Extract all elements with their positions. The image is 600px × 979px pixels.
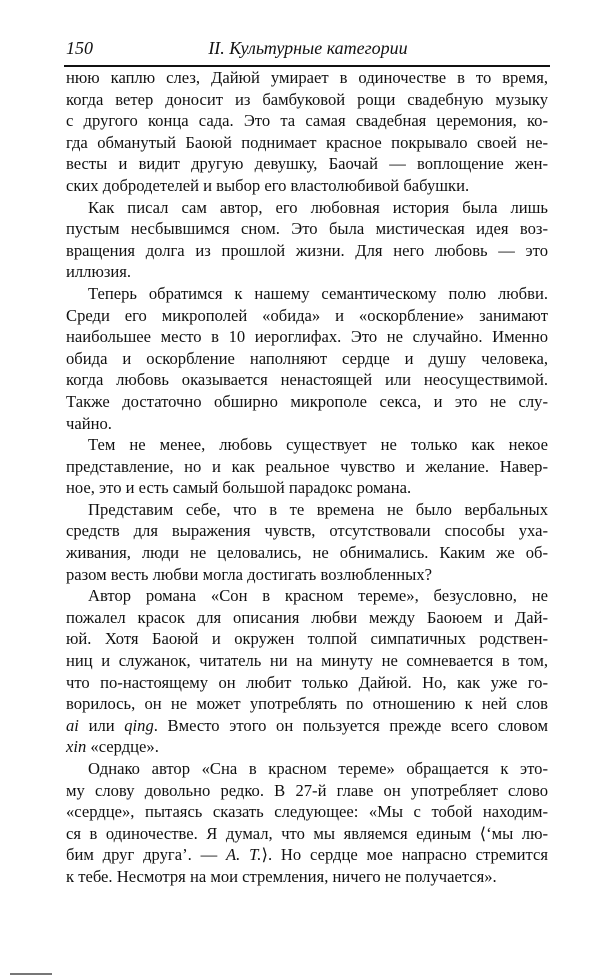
body-text xyxy=(66,67,548,888)
text-line: представление, но и как реальное чувство и желание. Навер- xyxy=(66,456,548,476)
scan-mark xyxy=(10,973,52,975)
italic-term: qing xyxy=(124,715,154,735)
text-line: му слову довольно редко. В 27-й главе он употребляет слово xyxy=(66,780,548,800)
text-line: обида и оскорбление наполняют сердце и душу человека, xyxy=(66,348,548,368)
text-line: ских добродетелей и выбор его властолюбивой бабушки. xyxy=(66,175,470,195)
text-line: живания, люди не целовались, не обнимались. Каким же об- xyxy=(66,543,548,563)
paragraph xyxy=(66,67,548,197)
text-segment: или xyxy=(78,715,125,735)
paragraph xyxy=(66,585,548,758)
text-line xyxy=(66,844,548,866)
text-line: разом весть любви могла достигать возлюбленных? xyxy=(66,564,432,584)
text-line: что по-настоящему он любит только Дайюй. Но, как уже го- xyxy=(66,672,548,692)
text-line: «сердце», пытаясь сказать следующее: «Мы с тобой находим- xyxy=(66,802,548,822)
text-segment: бим друг друга’. — xyxy=(66,845,227,865)
text-line: Тем не менее, любовь существует не только как некое xyxy=(88,435,548,455)
text-line: к тебе. Несмотря на мои стремления, ничего не получается». xyxy=(66,866,497,886)
italic-term: А. Т. xyxy=(226,845,262,865)
text-line: вращения долга из прошлой жизни. Для него любовь — это xyxy=(66,240,548,260)
text-line: Как писал сам автор, его любовная история была лишь xyxy=(88,197,548,217)
text-line: ворилось, он не может употреблять по отношению к ней слов xyxy=(66,694,548,714)
chapter-title: II. Культурные категории xyxy=(208,38,408,58)
text-segment: «сердце». xyxy=(86,737,159,757)
paragraph xyxy=(66,283,548,434)
text-line: Среди его микрополей «обида» и «оскорбление» занимают xyxy=(66,305,548,325)
text-segment: ⟩. Но сердце мое напрасно стремится xyxy=(261,845,548,865)
page-number: 150 xyxy=(66,38,93,58)
text-line: чайно. xyxy=(66,413,112,433)
text-line: наибольшее место в 10 иероглифах. Это не случайно. Именно xyxy=(66,327,548,347)
text-line xyxy=(66,736,548,758)
paragraph xyxy=(66,758,548,888)
text-line: иллюзия. xyxy=(66,262,132,282)
text-line: Автор романа «Сон в красном тереме», безусловно, не xyxy=(88,586,548,606)
paragraph xyxy=(66,499,548,585)
text-line: весты и видит другую девушку, Баочай — воплощение жен- xyxy=(66,154,548,174)
text-line: Также достаточно обширно микрополе секса, и это не слу- xyxy=(66,391,548,411)
text-line: нюю каплю слез, Дайюй умирает в одиночестве в то время, xyxy=(66,68,548,87)
text-line: с другого конца сада. Это та самая свадебная церемония, ко- xyxy=(66,111,548,131)
text-line: когда любовь оказывается ненастоящей или неосуществимой. xyxy=(66,370,548,390)
text-line: когда ветер доносит из бамбуковой рощи свадебную музыку xyxy=(66,89,548,109)
text-line: Теперь обратимся к нашему семантическому полю любви. xyxy=(88,283,548,303)
text-line: Однако автор «Сна в красном тереме» обращается к это- xyxy=(88,759,548,778)
paragraph xyxy=(66,197,548,283)
italic-term: xin xyxy=(66,737,87,757)
text-line: ся в одиночестве. Я думал, что мы являемся единым ⟨‘мы лю- xyxy=(66,823,548,843)
paragraph xyxy=(66,434,548,499)
text-line: пожалел красок для описания любви между Баоюем и Дай- xyxy=(66,607,548,627)
text-line: юй. Хотя Баоюй и окружен толпой симпатичных родствен- xyxy=(66,629,548,649)
text-line: Представим себе, что в те времена не было вербальных xyxy=(88,499,548,519)
text-line: пустым несбывшимся сном. Это была мистическая идея воз- xyxy=(66,219,548,239)
text-segment: . Вместо этого он пользуется прежде всего словом xyxy=(153,715,548,735)
text-line: гда обманутый Баоюй поднимает красное покрывало своей не- xyxy=(66,132,548,152)
running-header xyxy=(66,38,550,62)
text-line: средств для выражения чувств, отсутствовали способы уха- xyxy=(66,521,548,541)
text-line: ное, это и есть самый большой парадокс романа. xyxy=(66,478,412,498)
italic-term: ai xyxy=(66,715,79,735)
text-line: ниц и служанок, читатель ни на минуту не сомневается в том, xyxy=(66,651,548,671)
text-line xyxy=(66,715,548,737)
